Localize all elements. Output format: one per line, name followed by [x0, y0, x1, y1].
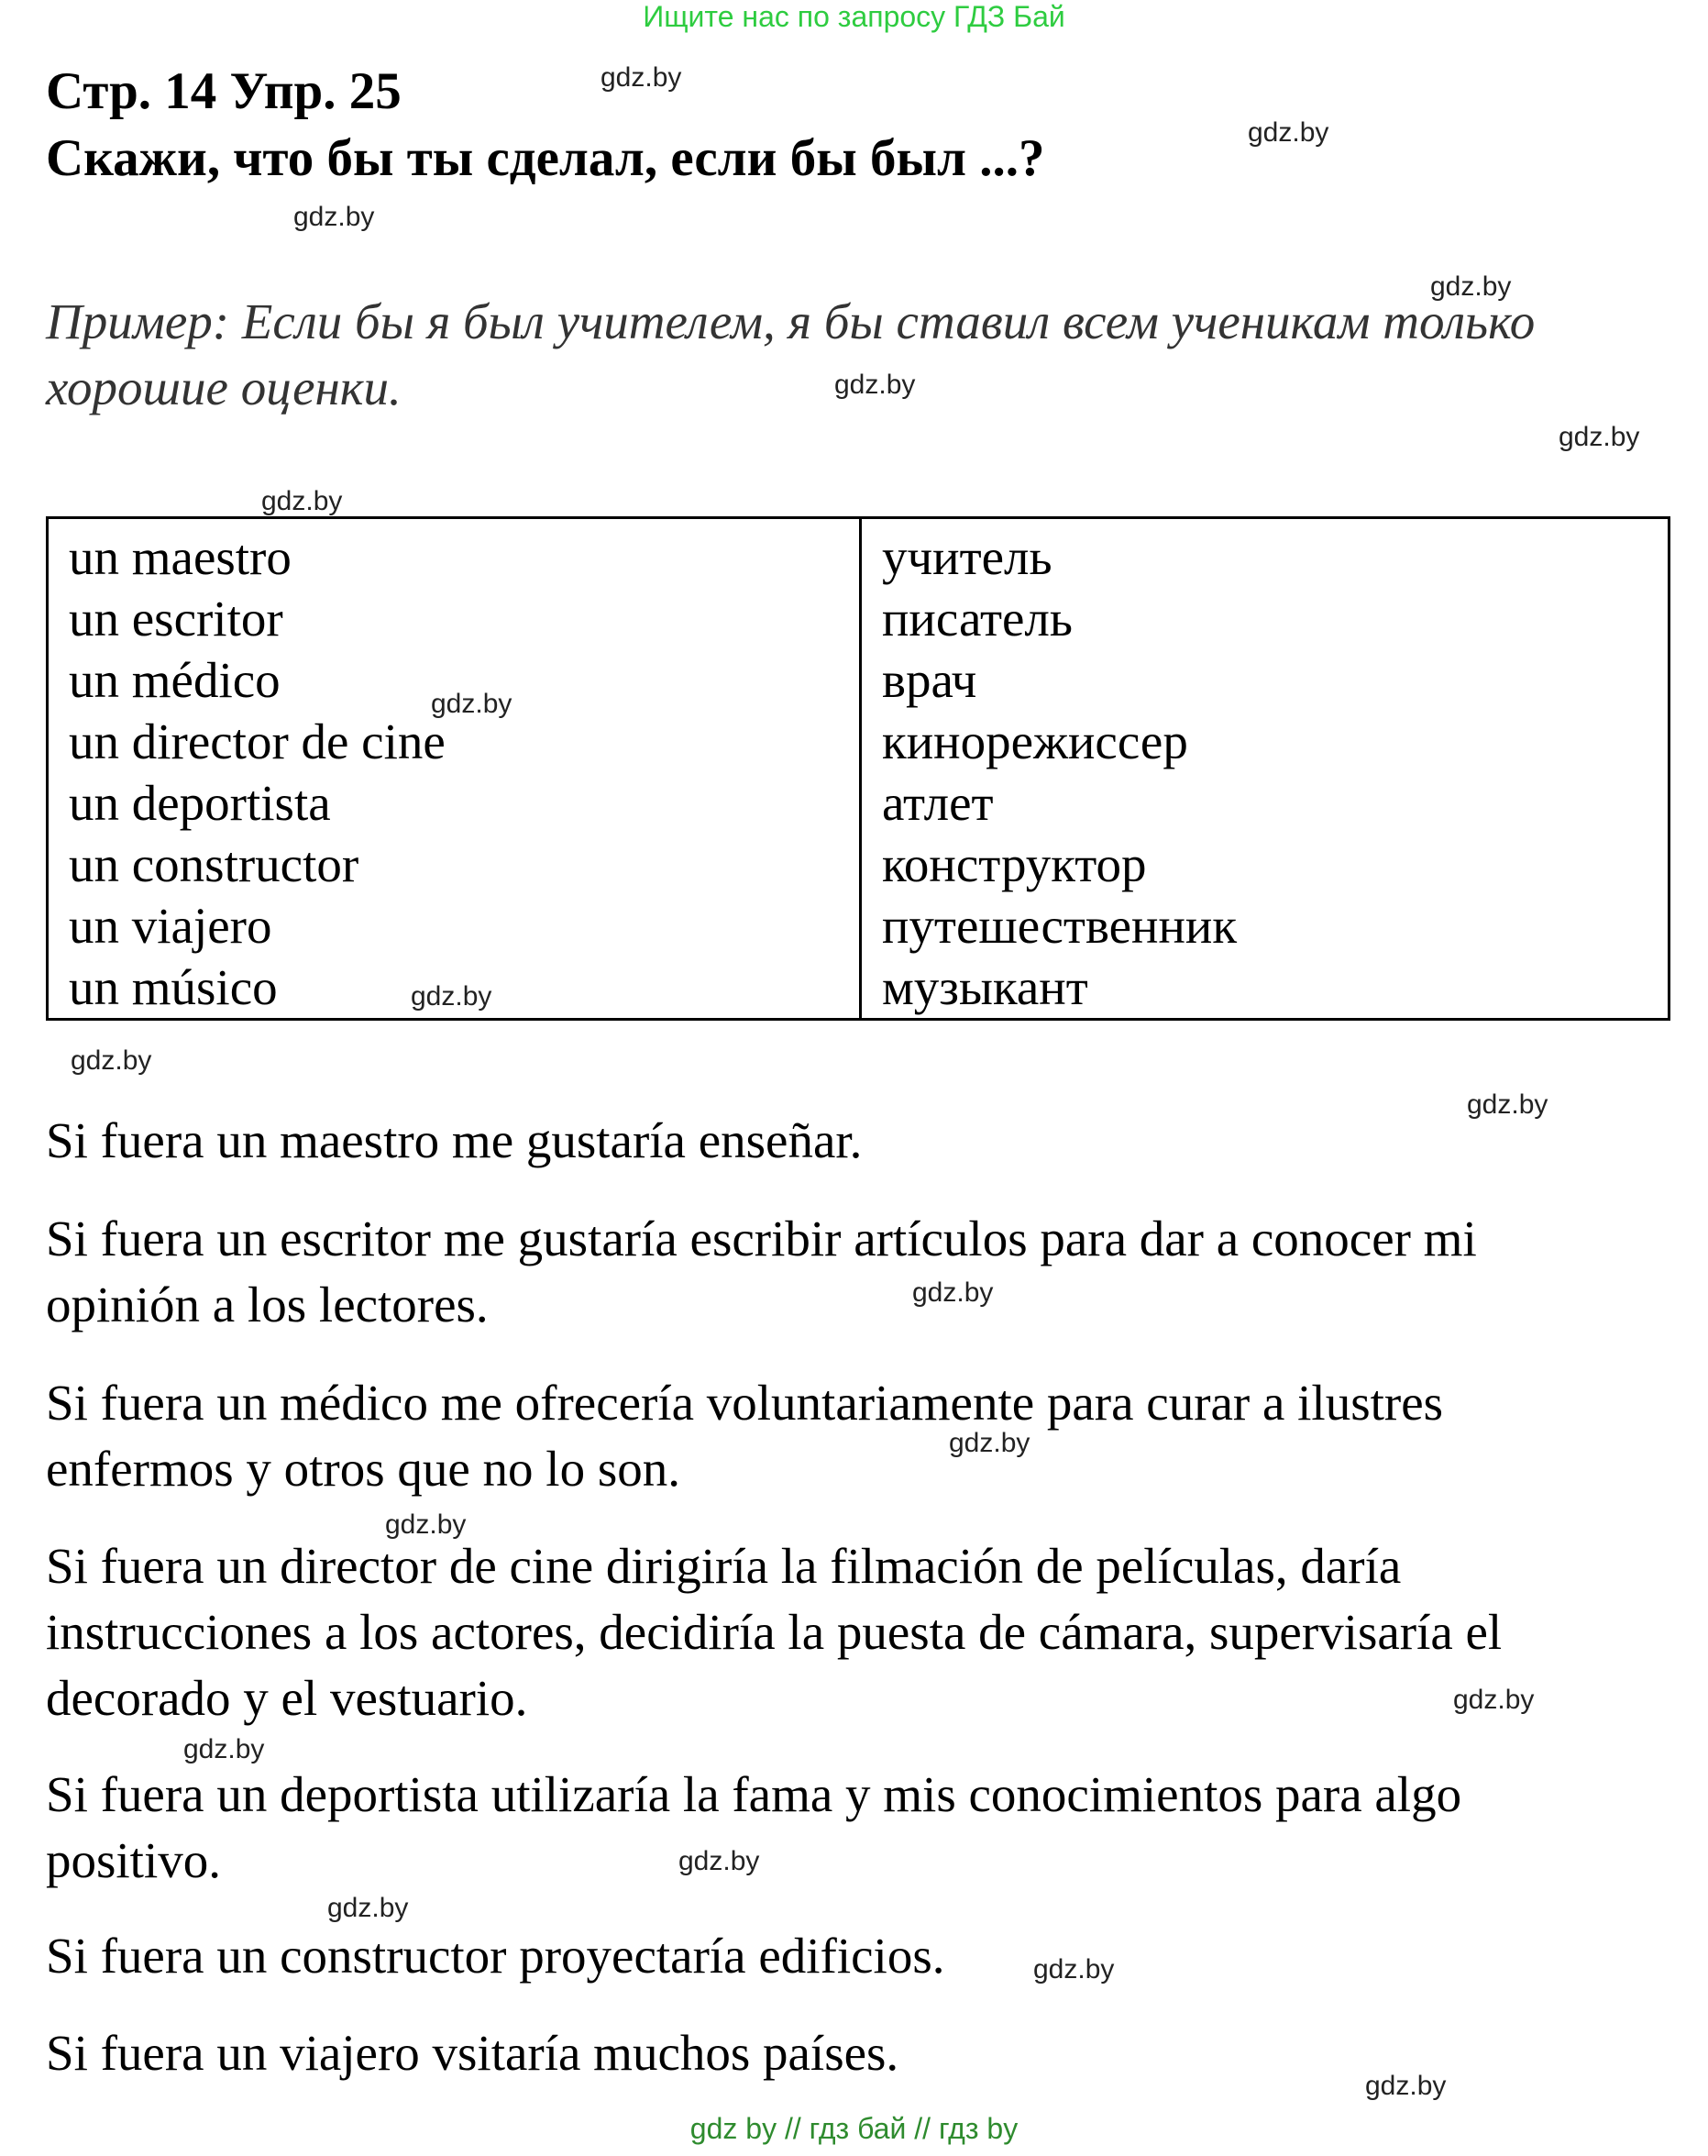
watermark: gdz.by	[327, 1893, 409, 1923]
watermark: gdz.by	[1559, 422, 1640, 452]
russian-term: врач	[882, 652, 977, 708]
watermark: gdz.by	[678, 1846, 760, 1876]
answer-paragraph	[46, 1108, 1659, 1174]
answer-line: enfermos y otros que no lo son.	[46, 1441, 680, 1497]
spanish-term: un director de cine	[69, 713, 446, 769]
answer-line: instrucciones a los actores, decidiría la puesta de cámara, supervisaría el	[46, 1604, 1503, 1660]
example-text	[46, 289, 1659, 421]
answer-paragraph	[46, 1533, 1659, 1731]
answer-line: Si fuera un deportista utilizaría la fama y mis conocimientos para algo	[46, 1766, 1462, 1822]
watermark: gdz.by	[949, 1428, 1030, 1458]
watermark: gdz.by	[293, 202, 375, 232]
answer-paragraph	[46, 1370, 1659, 1502]
watermark: gdz.by	[385, 1509, 467, 1540]
spanish-term: un escritor	[69, 591, 283, 647]
answer-line: Si fuera un médico me ofrecería voluntariamente para curar a ilustres	[46, 1375, 1444, 1431]
watermark: gdz.by	[431, 689, 512, 719]
footer-links[interactable]: gdz by // гдз бай // гдз by	[689, 2112, 1019, 2145]
answer-line: decorado y el vestuario.	[46, 1670, 528, 1726]
spanish-term: un viajero	[69, 898, 272, 954]
watermark: gdz.by	[1467, 1089, 1548, 1120]
watermark: gdz.by	[261, 486, 343, 516]
watermark: gdz.by	[71, 1045, 152, 1076]
watermark: gdz.by	[1365, 2071, 1447, 2101]
vocabulary-table	[46, 516, 1670, 1021]
russian-term: кинорежиссер	[882, 713, 1188, 769]
watermark: gdz.by	[1430, 271, 1512, 302]
watermark: gdz.by	[1248, 117, 1329, 148]
russian-term: учитель	[882, 529, 1052, 585]
exercise-question: Скажи, что бы ты сделал, если бы был ...?	[46, 129, 1045, 187]
answer-line: Si fuera un viajero vsitaría muchos países.	[46, 2025, 899, 2081]
watermark: gdz.by	[1453, 1685, 1535, 1715]
answer-paragraph	[46, 1206, 1659, 1338]
watermark: gdz.by	[912, 1277, 994, 1308]
answer-paragraph	[46, 1762, 1659, 1894]
top-banner[interactable]: Ищите нас по запросу ГДЗ Бай	[643, 0, 1065, 33]
russian-term: путешественник	[882, 898, 1238, 954]
answer-line: opinión a los lectores.	[46, 1277, 489, 1332]
table-row	[48, 518, 1669, 1020]
answer-line: Si fuera un escritor me gustaría escribir artículos para dar a conocer mi	[46, 1211, 1477, 1266]
answer-paragraph	[46, 1923, 1659, 1989]
answer-line: positivo.	[46, 1832, 221, 1888]
russian-term: музыкант	[882, 959, 1088, 1015]
page-title: Стр. 14 Упр. 25	[46, 62, 402, 120]
answer-line: Si fuera un director de cine dirigiría la filmación de películas, daría	[46, 1538, 1402, 1594]
watermark: gdz.by	[834, 370, 916, 400]
answer-line: Si fuera un constructor proyectaría edificios.	[46, 1928, 945, 1984]
russian-term: писатель	[882, 591, 1073, 647]
example-line: хорошие оценки.	[46, 359, 402, 415]
russian-term: атлет	[882, 775, 994, 831]
spanish-term: un constructor	[69, 836, 359, 892]
russian-term: конструктор	[882, 836, 1147, 892]
watermark: gdz.by	[411, 981, 492, 1012]
answer-line: Si fuera un maestro me gustaría enseñar.	[46, 1112, 863, 1168]
russian-column	[861, 518, 1669, 1020]
watermark: gdz.by	[1033, 1954, 1115, 1985]
spanish-term: un maestro	[69, 529, 292, 585]
spanish-term: un médico	[69, 652, 281, 708]
example-line: Пример: Если бы я был учителем, я бы ставил всем ученикам только	[46, 293, 1536, 349]
spanish-term: un músico	[69, 959, 278, 1015]
watermark: gdz.by	[183, 1734, 265, 1764]
spanish-column	[48, 518, 861, 1020]
watermark: gdz.by	[601, 62, 682, 93]
spanish-term: un deportista	[69, 775, 331, 831]
